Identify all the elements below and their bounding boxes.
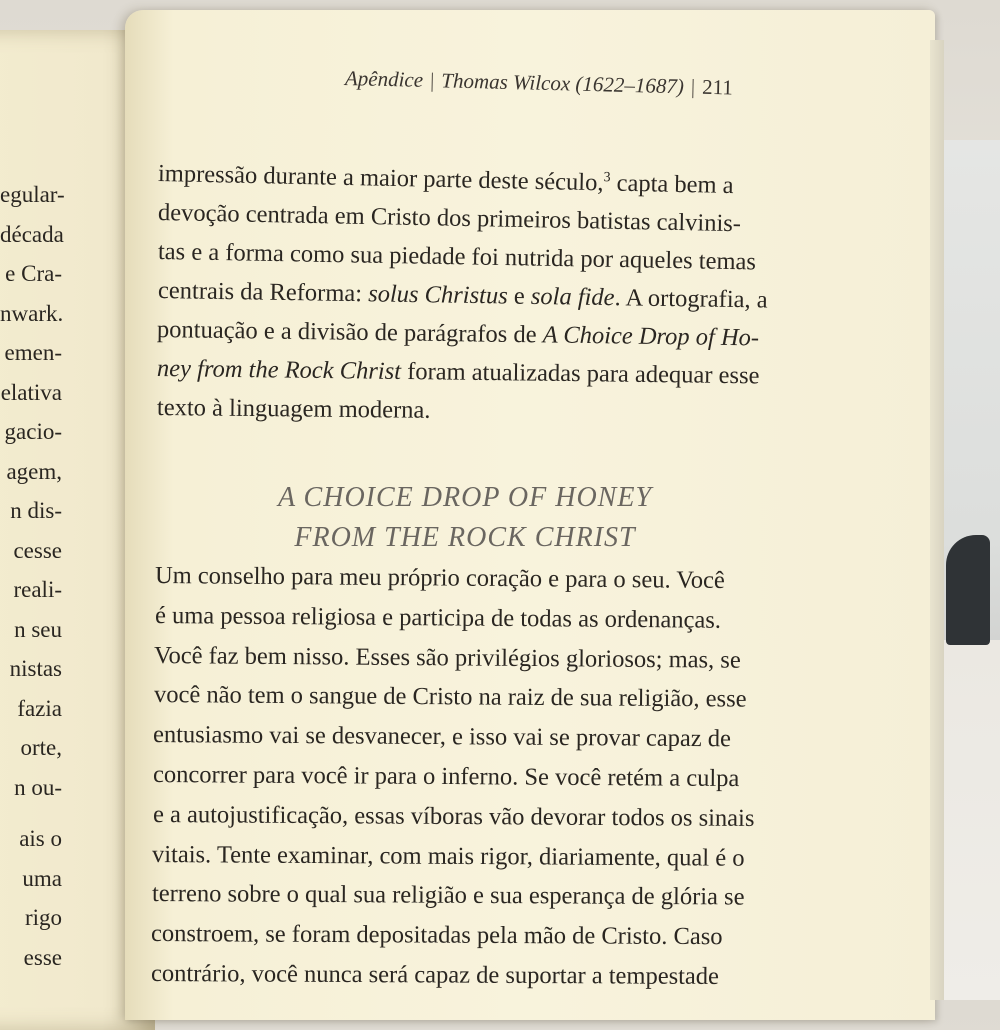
left-page-line: emen- xyxy=(4,340,62,365)
intro-line: centrais da Reforma: solus Christus e sola fide. A ortografia, a xyxy=(157,277,768,314)
intro-line: texto à linguagem moderna. xyxy=(156,394,431,424)
body-line: entusiasmo vai se desvanecer, e isso vai se provar capaz de xyxy=(153,721,732,753)
left-page-line: agem, xyxy=(6,458,62,484)
left-page-line: uma xyxy=(22,865,62,891)
running-head-separator: | xyxy=(690,74,696,99)
left-page-line: década xyxy=(0,221,64,247)
section-heading-line-2: FROM THE ROCK CHRIST xyxy=(294,522,636,553)
intro-line: impressão durante a maior parte deste século,$^3$ capta bem a xyxy=(157,160,734,200)
intro-line: tas e a forma como sua piedade foi nutrida por aqueles temas xyxy=(157,238,757,276)
body-line: constroem, se foram depositadas pela mão de Cristo. Caso xyxy=(151,920,723,951)
running-head-section: Apêndice xyxy=(344,66,424,92)
body-line: concorrer para você ir para o inferno. Se você retém a culpa xyxy=(152,761,740,793)
left-page-line: gacio- xyxy=(4,419,62,444)
left-page-line: nwark. xyxy=(0,300,64,326)
left-page-line: reali- xyxy=(13,577,62,602)
body-line: Um conselho para meu próprio coração e para o seu. Você xyxy=(154,562,725,594)
body-line: e a autojustificação, essas víboras vão devorar todos os sinais xyxy=(152,800,755,832)
intro-line: pontuação e a divisão de parágrafos de A Choice Drop of Ho- xyxy=(156,316,760,352)
body-line: terreno sobre o qual sua religião e sua esperança de glória se xyxy=(151,880,745,911)
left-page-line: elativa xyxy=(0,379,62,405)
left-page-line: nistas xyxy=(9,656,62,681)
left-page-line: egular- xyxy=(0,182,65,207)
photo-silhouette xyxy=(946,535,990,645)
running-head-author: Thomas Wilcox (1622–1687) xyxy=(441,68,685,99)
body-line: Você faz bem nisso. Esses são privilégios gloriosos; mas, se xyxy=(154,641,742,674)
left-page-line: n ou- xyxy=(14,774,62,800)
left-page-line: e Cra- xyxy=(5,261,62,286)
left-page-line: cesse xyxy=(13,537,62,563)
left-page-line: n seu xyxy=(14,616,62,642)
intro-line: devoção centrada em Cristo dos primeiros batistas calvinis- xyxy=(157,199,742,238)
left-page-line: n dis- xyxy=(10,498,62,523)
running-head-separator: | xyxy=(429,68,435,93)
left-page-line: rigo xyxy=(24,905,62,930)
section-heading-line-1: A CHOICE DROP OF HONEY xyxy=(277,482,653,513)
left-page-line: fazia xyxy=(17,695,62,721)
body-line: é uma pessoa religiosa e participa de todas as ordenanças. xyxy=(154,601,721,634)
body-line: contrário, você nunca será capaz de suportar a tempestade xyxy=(150,960,720,990)
left-page-line: orte, xyxy=(20,735,62,760)
left-page-line: esse xyxy=(23,944,62,970)
body-line: você não tem o sangue de Cristo na raiz de sua religião, esse xyxy=(153,681,747,713)
page-number: 211 xyxy=(701,74,734,100)
page-edge xyxy=(930,40,944,1000)
intro-line: ney from the Rock Christ foram atualizadas para adequar esse xyxy=(156,355,760,390)
left-page-line: ais o xyxy=(19,826,62,851)
body-line: vitais. Tente examinar, com mais rigor, diariamente, qual é o xyxy=(152,840,745,872)
